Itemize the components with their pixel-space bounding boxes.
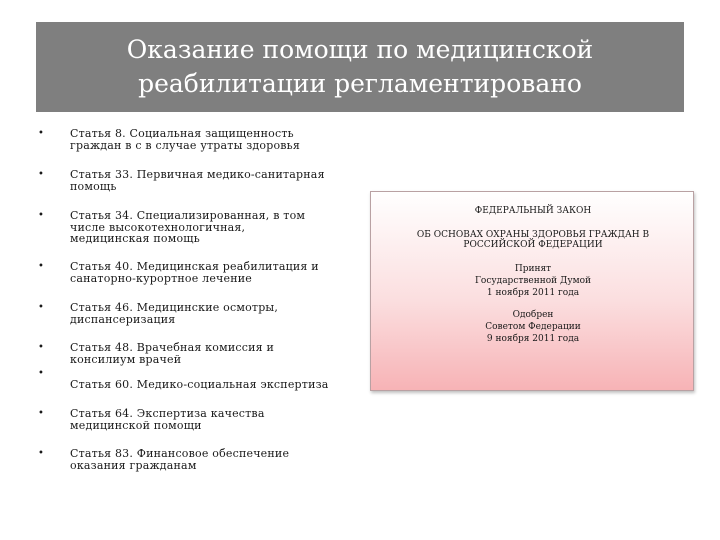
- slide-title-line-1: Оказание помощи по медицинской: [126, 35, 594, 64]
- bullet-glyph: •: [38, 128, 44, 139]
- list-item-text: Статья 83. Финансовое обеспечение оказания гражданам: [70, 447, 290, 472]
- bullet-glyph: •: [38, 408, 44, 419]
- law-name-line-1: ОБ ОСНОВАХ ОХРАНЫ ЗДОРОВЬЯ ГРАЖДАН В: [416, 230, 650, 240]
- law-heading: ФЕДЕРАЛЬНЫЙ ЗАКОН: [474, 206, 592, 216]
- bullet-glyph: •: [38, 342, 44, 353]
- approved-line-1: Одобрен: [512, 310, 554, 320]
- bullet-glyph: •: [38, 302, 44, 313]
- slide-title-line-2: реабилитации регламентировано: [138, 69, 582, 98]
- approved-line-2: Советом Федерации: [485, 322, 581, 332]
- adopted-line-2: Государственной Думой: [474, 276, 592, 286]
- law-name-line-2: РОССИЙСКОЙ ФЕДЕРАЦИИ: [463, 240, 603, 250]
- federal-law-box: [370, 191, 694, 391]
- bullet-glyph: •: [38, 448, 44, 459]
- bullet-glyph: •: [38, 368, 44, 379]
- adopted-line-3: 1 ноября 2011 года: [486, 288, 580, 298]
- list-item-text: Статья 46. Медицинские осмотры, диспансеризация: [70, 301, 279, 326]
- list-item-text: Статья 48. Врачебная комиссия и консилиум врачей: [70, 341, 274, 366]
- list-item-text: Статья 60. Медико-социальная экспертиза: [70, 378, 329, 391]
- list-item-text: Статья 34. Специализированная, в том числе высокотехнологичная, медицинская помощь: [70, 209, 306, 245]
- approved-line-3: 9 ноября 2011 года: [486, 334, 580, 344]
- bullet-glyph: •: [38, 169, 44, 180]
- list-item-text: Статья 8. Социальная защищенность граждан в с в случае утраты здоровья: [70, 127, 301, 152]
- bullet-glyph: •: [38, 210, 44, 221]
- list-item-text: Статья 40. Медицинская реабилитация и санаторно-курортное лечение: [70, 260, 319, 285]
- list-item-text: Статья 64. Экспертиза качества медицинской помощи: [70, 407, 265, 432]
- list-item-text: Статья 33. Первичная медико-санитарная помощь: [70, 168, 325, 193]
- adopted-line-1: Принят: [514, 264, 552, 274]
- slide-title: [36, 22, 684, 112]
- bullet-glyph: •: [38, 261, 44, 272]
